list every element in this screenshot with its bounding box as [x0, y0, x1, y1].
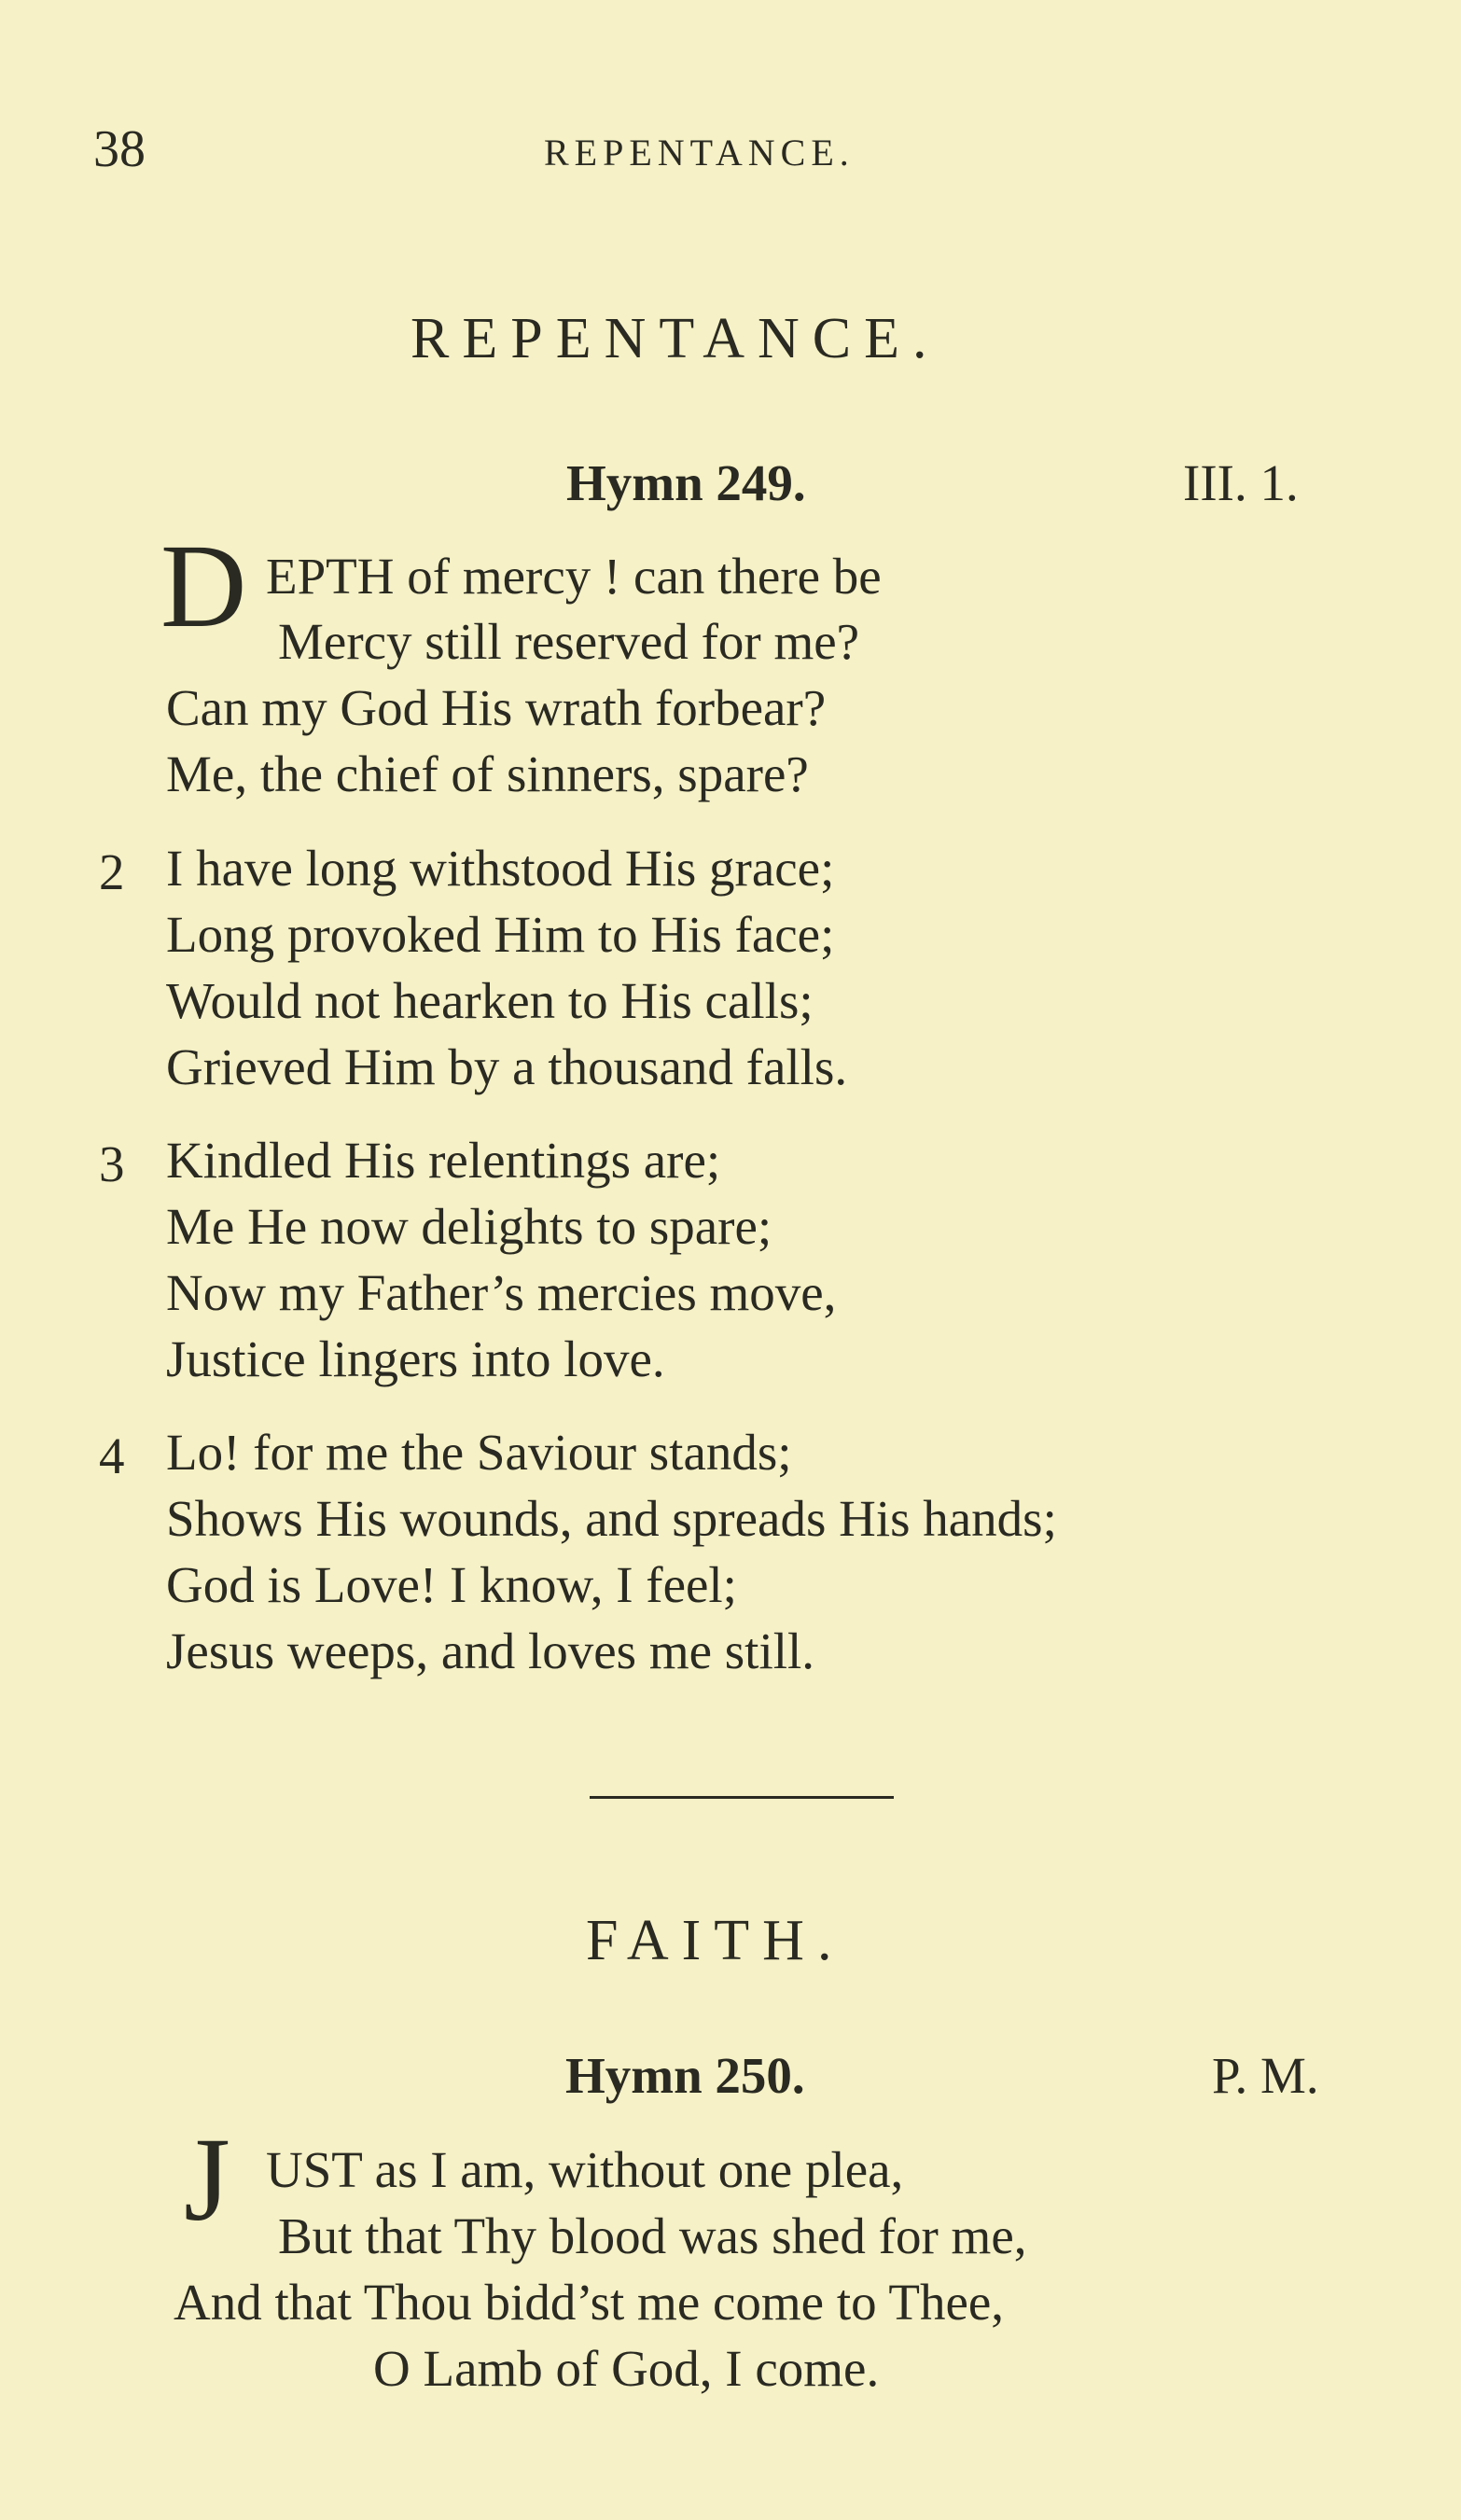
verse-line: But that Thy blood was shed for me, [278, 2207, 1027, 2264]
drop-cap: D [160, 520, 247, 652]
verse-line: Now my Father’s mercies move, [166, 1264, 837, 1321]
page-number: 38 [93, 120, 146, 178]
verse-line: I have long withstood His grace; [166, 840, 835, 897]
verse-line: Me He now delights to spare; [166, 1198, 772, 1255]
hymn-number: Hymn 249. [566, 454, 806, 511]
verse-line: Grieved Him by a thousand falls. [166, 1038, 848, 1095]
verse-line: Shows His wounds, and spreads His hands; [166, 1490, 1057, 1547]
section-title: FAITH. [586, 1909, 845, 1972]
hymn-meter: III. 1. [1183, 454, 1299, 511]
section-divider [590, 1796, 894, 1799]
verse-line: Me, the chief of sinners, spare? [166, 745, 809, 802]
verse-line: Would not hearken to His calls; [166, 972, 814, 1029]
hymn-number: Hymn 250. [565, 2047, 805, 2104]
verse-line: God is Love! I know, I feel; [166, 1556, 737, 1613]
verse-line: UST as I am, without one plea, [266, 2141, 904, 2198]
verse-number: 2 [99, 843, 125, 900]
drop-cap: J [184, 2113, 230, 2246]
verse-line: Can my God His wrath forbear? [166, 679, 827, 736]
verse-line: Jesus weeps, and loves me still. [166, 1622, 815, 1679]
verse-number: 3 [99, 1135, 125, 1192]
verse-line: Justice lingers into love. [166, 1330, 665, 1387]
verse-line: EPTH of mercy ! can there be [266, 548, 882, 605]
section-title: REPENTANCE. [410, 307, 940, 370]
verse-line: And that Thou bidd’st me come to Thee, [174, 2274, 1005, 2331]
hymn-meter: P. M. [1212, 2047, 1319, 2104]
verse-line: O Lamb of God, I come. [373, 2340, 880, 2397]
verse-line: Kindled His relentings are; [166, 1132, 721, 1189]
verse-line: Long provoked Him to His face; [166, 906, 835, 963]
verse-line: Mercy still reserved for me? [278, 613, 860, 670]
verse-number: 4 [99, 1427, 125, 1484]
running-head-title: REPENTANCE. [544, 132, 855, 174]
verse-line: Lo! for me the Saviour stands; [166, 1424, 792, 1481]
